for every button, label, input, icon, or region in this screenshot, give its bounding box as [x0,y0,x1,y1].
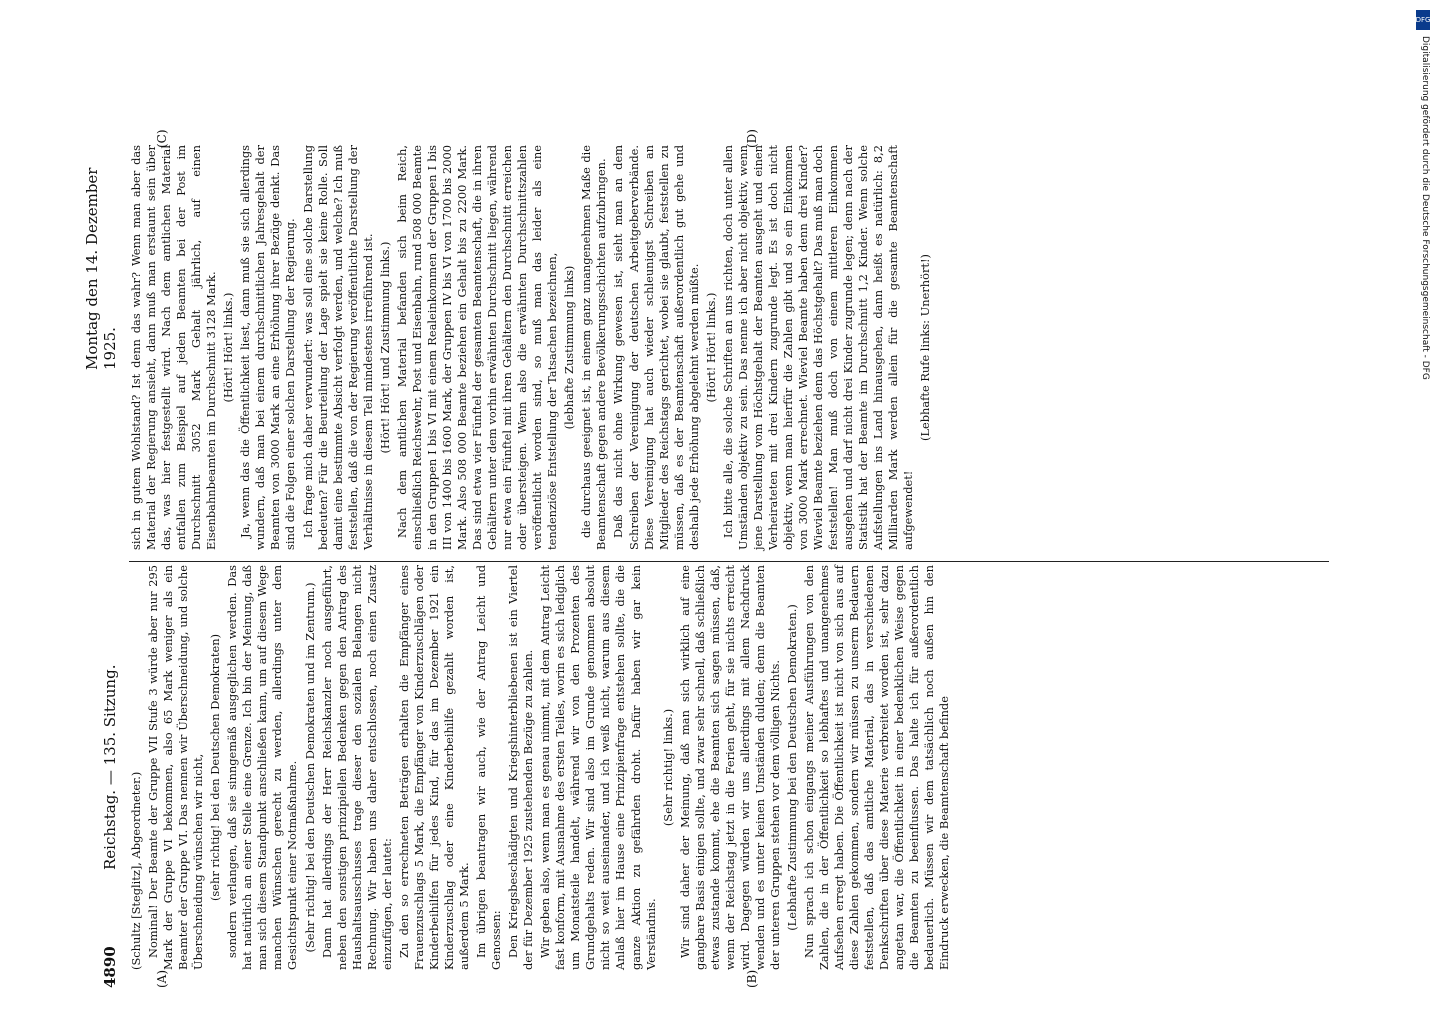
paragraph: Nun sprach ich schon eingangs meiner Ausführungen von den Zahlen, die in der Öffentlichkeit so lebhaftes und unangenehmes Aufsehen erregt haben. Die Öffentlichkeit ist nicht von sich aus auf diese Zahlen gekommen, sondern wir müssen zu unserm Bedauern feststellen, daß das amtliche Material, das in verschiedenen Denkschriften über diese Materie verbreitet worden ist, sehr dazu angetan war, die Öffentlichkeit in einer bedenklichen Weise gegen die Beamten zu beeinflussen. Das halte ich für außerordentlich bedauerlich. Müssen wir dem tatsächlich noch außen hin den Eindruck erwecken, die Beamtenschaft befinde [802,565,952,970]
margin-mark-b: (B) [745,969,759,988]
header-left-title: Reichstag. — 135. Sitzung. [101,664,119,870]
paragraph: Ich frage mich daher verwundert: was soll eine solche Darstellung bedeuten? Für die Beurteilung der Lage spielt sie keine Rolle. Soll damit eine bestimmte Absicht verfolgt werden, und welche? Ich muß feststellen, daß die von der Regierung veröffentlichte Darstellung der Verhältnisse in diesem Teil mindestens irreführend ist. [300,145,375,550]
paragraph: Wir sind daher der Meinung, daß man sich wirklich auf eine gangbare Basis einigen sollte, und zwar sehr schnell, daß schließlich etwas zustande kommt, ehe die Beamten sich sagen müssen, daß, wenn der Reichstag jetzt in die Ferien geht, für sie nichts erreicht wird. Dagegen würden wir uns allerdings mit allem Nachdruck wenden und es unter keinen Umständen dulden; denn die Beamten der unteren Gruppen stehen vor dem völligen Nichts. [677,565,782,970]
interjection: (Hört! Hört! links.) [703,292,718,403]
margin-mark-a: (A) [155,969,169,988]
rotated-printed-page [83,129,1325,990]
interjection: (Hört! Hört! links.) [221,292,236,403]
paragraph: sondern verlangen, daß sie sinngemäß ausgeglichen werden. Das hat natürlich an einer Stelle eine Grenze. Ich bin der Meinung, daß man sich diesem Standpunkt anschließen kann, um auf diesem Wege manchen Wünschen gerecht zu werden, allerdings unter dem Gesichtspunkt einer Notmaßnahme. [225,565,300,970]
paragraph: Wir geben also, wenn man es genau nimmt, mit dem Antrag Leicht fast konform, mit Ausnahme des ersten Teiles, worin es sich lediglich um Monatsteile handelt, während wir von den Prozenten des Grundgehalts reden. Wir sind also im Grunde genommen absolut nicht so weit auseinander, und ich weiß nicht, warum aus diesem Anlaß hier im Hause eine Prinzipienfrage entstehen sollte, die die ganze Aktion zu gefährden droht. Dafür haben wir gar kein Verständnis. [538,565,658,970]
paragraph: Ja, wenn das die Öffentlichkeit liest, dann muß sie sich allerdings wundern, daß man bei einem durchschnittlichen Jahresgehalt der Beamten von 3000 Mark an eine Erhöhung ihrer Bezüge denkt. Das sind die Folgen einer solchen Darstellung der Regierung. [238,145,298,550]
paragraph: Im übrigen beantragen wir auch, wie der Antrag Leicht und Genossen: [474,565,504,970]
right-column [129,145,935,550]
interjection: (Hört! Hört! und Zustimmung links.) [377,241,392,454]
margin-mark-d: (D) [745,129,759,148]
digitization-credit [1416,10,1430,1000]
credit-text: Digitalisierung gefördert durch die Deutsche Forschungsgemeinschaft - DFG [1420,36,1430,380]
paragraph: Dann hat allerdings der Herr Reichskanzler noch ausgeführt, neben den sonstigen prinzipiellen Bedenken gegen den Antrag des Haushaltsausschusses trage dieser den sozialen Belangen nicht Rechnung. Wir haben uns daher entschlossen, noch einen Zusatz einzufügen, der lautet: [319,565,394,970]
paragraph: Nach dem amtlichen Material befanden sich beim Reich, einschließlich Reichswehr, Post und Eisenbahn, rund 508 000 Beamte in den Gruppen I bis VI mit einem Realeinkommen der Gruppen I bis III von 1400 bis 1600 Mark, der Gruppen IV bis VI von 1700 bis 2000 Mark. Also 508 000 Beamte beziehen ein Gehalt bis zu 2200 Mark. Das sind etwa vier Fünftel der gesamten Beamtenschaft, die in ihren Gehältern unter dem vorhin erwähnten Durchschnitt liegen, während nur etwa ein Fünftel mit ihren Gehältern den Durchschnitt erreichen oder übersteigen. Wenn also die erwähnten Durchschnittszahlen veröffentlicht worden sind, so muß man das leider als eine tendenziöse Entstellung der Tatsachen bezeichnen, [394,145,560,550]
interjection: (Sehr richtig! links.) [660,708,675,827]
dfg-logo: DFG [1416,10,1430,30]
paragraph: Daß das nicht ohne Wirkung gewesen ist, sieht man an dem Schreiben der Vereinigung der deutschen Arbeitgeberverbände. Diese Vereinigung hat auch wieder schleunigst Schreiben an Mitglieder des Reichstags gerichtet, wobei sie glaubt, feststellen zu müssen, daß es der Beamtenschaft außerordentlich gut gehe und deshalb jede Erhöhung abgelehnt werden müßte. [611,145,701,550]
margin-mark-c: (C) [155,129,169,148]
column-divider [129,561,1329,562]
interjection: (Sehr richtig! bei den Deutschen Demokraten und im Zentrum.) [302,582,317,953]
interjection: (Lebhafte Rufe links: Unerhört!) [918,254,933,441]
interjection: (Lebhafte Zustimmung bei den Deutschen Demokraten.) [784,604,799,931]
paragraph: Ich bitte alle, die solche Schriften an uns richten, doch unter allen Umständen objektiv zu sein. Das nenne ich aber nicht objektiv, wenn jene Darstellung vom Höchstgehalt der Beamten ausgeht und einen Verheirateten mit drei Kindern zugrunde legt. Es ist doch nicht objektiv, wenn man hierfür die Zahlen gibt und so ein Einkommen von 3000 Mark errechnet. Wieviel Beamte haben denn drei Kinder? Wieviel Beamte beziehen denn das Höchstgehalt? Das muß man doch feststellen! Man muß doch von einem mittleren Einkommen ausgehen und darf nicht drei Kinder zugrunde legen; denn nach der Statistik hat der Beamte im Durchschnitt 1,2 Kinder. Wenn solche Aufstellungen ins Land hinausgehen, dann heißt es natürlich: 8,2 Milliarden Mark werden allein für die gesamte Beamtenschaft aufgewendet! [720,145,916,550]
header-right-title: Montag den 14. Dezember 1925. [83,167,119,370]
left-column [129,565,954,970]
paragraph: (Schultz [Steglitz], Abgeordneter.) [129,771,143,970]
page-number: 4890 [101,946,119,988]
interjection: (lebhafte Zustimmung links) [562,265,577,430]
interjection: (sehr richtig! bei den Deutschen Demokraten) [208,633,223,902]
paragraph: die durchaus geeignet ist, in einem ganz unangenehmen Maße die Beamtenschaft gegen andere Bevölkerungsschichten aufzubringen. [579,145,609,550]
paragraph: Nominal! Der Beamte der Gruppe VII Stufe 3 würde aber nur 295 Mark der Gruppe VI bekommen, also 65 Mark weniger als ein Beamter der Gruppe VI. Das nennen wir Überschneidung, und solche Überschneidung wünschen wir nicht, [146,565,206,970]
quoted-motion: Zu den so errechneten Beträgen erhalten die Empfänger eines Frauenzuschlags 5 Mark, die Empfänger von Kinderzuschlägen oder Kinderbeihilfen für jedes Kind, für das im Dezember 1921 ein Kinderzuschlag oder eine Kinderbeihilfe gezahlt worden ist, außerdem 5 Mark. [396,565,471,970]
running-header [83,130,123,990]
quoted-motion: Den Kriegsbeschädigten und Kriegshinterbliebenen ist ein Viertel der für Dezember 1925 zustehenden Bezüge zu zahlen. [506,565,536,970]
paragraph: sich in gutem Wohlstand? Ist denn das wahr? Wenn man aber das Material der Regierung ansieht, dann muß man erstaunt sein über das, was hier festgestellt wird. Nach dem amtlichen Material entfallen zum Beispiel auf jeden Beamten bei der Post im Durchschnitt 3052 Mark Gehalt jährlich, auf einen Eisenbahnbeamten im Durchschnitt 3128 Mark. [129,145,219,550]
